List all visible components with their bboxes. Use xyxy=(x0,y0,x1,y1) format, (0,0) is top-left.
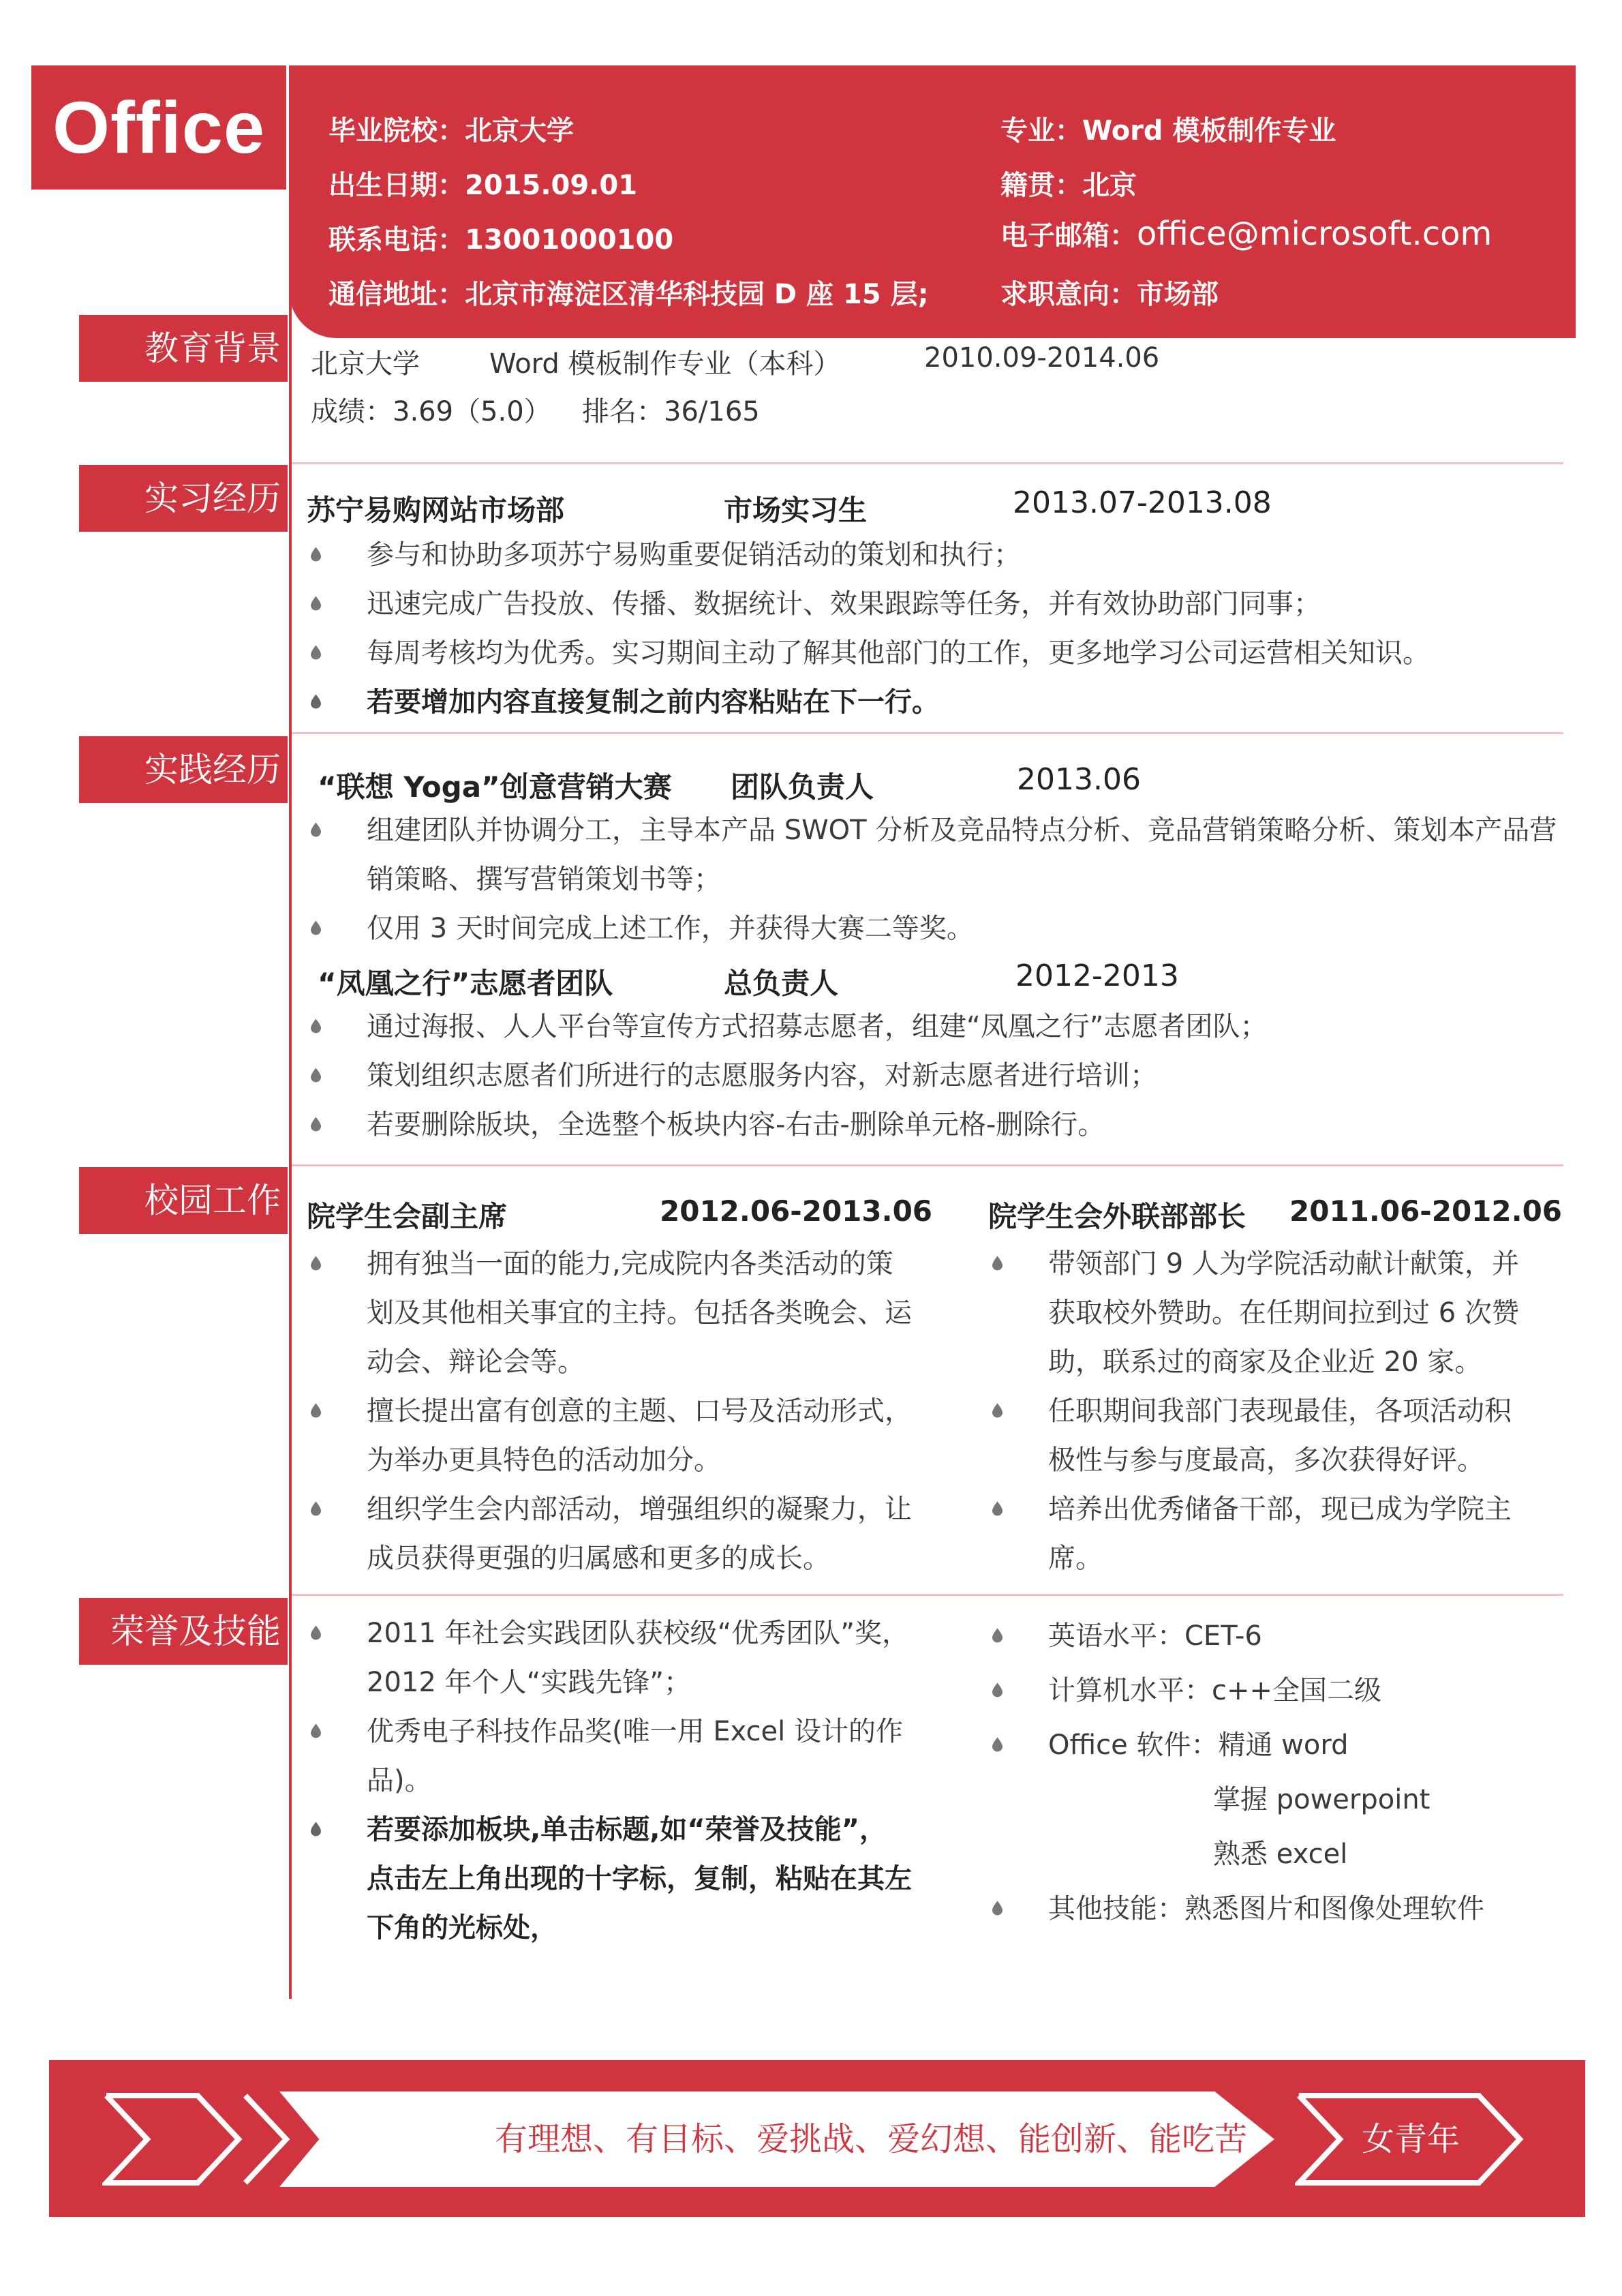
edu-rank: 排名：36/165 xyxy=(582,396,760,427)
list-item: 参与和协助多项苏宁易购重要促销活动的策划和执行； xyxy=(311,530,1558,579)
logo-office: Office xyxy=(31,65,286,190)
list-item-continuation: 熟悉 excel xyxy=(1213,1839,1348,1870)
intern-bullets xyxy=(311,530,1558,727)
list-item-continuation: 销策略、撰写营销策划书等； xyxy=(367,864,721,895)
list-item-continuation: 为举办更具特色的活动加分。 xyxy=(367,1445,721,1476)
footer-slogan: 有理想、有目标、爱挑战、爱幻想、能创新、能吃苦 xyxy=(494,2120,1247,2158)
intern-company: 苏宁易购网站市场部 xyxy=(307,494,565,527)
intern-period: 2013.07-2013.08 xyxy=(1013,485,1272,520)
drop-bullet-icon xyxy=(992,1628,1003,1643)
drop-bullet-icon xyxy=(992,1737,1003,1752)
campus-left-title: 院学生会副主席 xyxy=(307,1200,508,1233)
footer-tag: 女青年 xyxy=(1361,2120,1460,2158)
list-item: 通过海报、人人平台等宣传方式招募志愿者，组建“凤凰之行”志愿者团队； xyxy=(311,1002,1558,1051)
list-item: 若要增加内容直接复制之前内容粘贴在下一行。 xyxy=(311,678,1558,727)
campus-left-period: 2012.06-2013.06 xyxy=(660,1194,933,1228)
practice-1-role: 团队负责人 xyxy=(731,770,874,804)
section-divider xyxy=(292,732,1563,734)
drop-bullet-icon xyxy=(311,596,321,611)
drop-bullet-icon xyxy=(311,1018,321,1033)
list-item: 若要添加板块,单击标题,如“荣誉及技能”， xyxy=(311,1805,924,1854)
practice-2-bullets xyxy=(311,1002,1558,1149)
list-item-continuation: 动会、辩论会等。 xyxy=(367,1346,585,1378)
drop-bullet-icon xyxy=(992,1256,1003,1271)
drop-bullet-icon xyxy=(311,1256,321,1271)
practice-2-title: “凤凰之行”志愿者团队 xyxy=(318,967,613,1000)
practice-2-role: 总负责人 xyxy=(724,967,839,1000)
list-item: 培养出优秀储备干部，现已成为学院主 xyxy=(992,1485,1565,1534)
drop-bullet-icon xyxy=(311,1117,321,1132)
drop-bullet-icon xyxy=(311,1068,321,1083)
list-item-continuation: 品)。 xyxy=(367,1765,432,1796)
section-title-campus[interactable]: 校园工作 xyxy=(79,1167,288,1234)
drop-bullet-icon xyxy=(311,920,321,935)
drop-bullet-icon xyxy=(992,1682,1003,1697)
drop-bullet-icon xyxy=(311,1403,321,1418)
list-item-continuation: 席。 xyxy=(1048,1543,1103,1574)
list-item-continuation: 掌握 powerpoint xyxy=(1213,1784,1430,1815)
edu-school: 北京大学 xyxy=(311,348,420,380)
campus-right-period: 2011.06-2012.06 xyxy=(1289,1194,1563,1228)
list-item-continuation: 下角的光标处， xyxy=(367,1912,557,1944)
header-origin: 籍贯：北京 xyxy=(1000,170,1137,201)
header-phone: 联系电话：13001000100 xyxy=(328,224,674,256)
list-item: 擅长提出富有创意的主题、口号及活动形式， xyxy=(311,1387,924,1436)
practice-1-period: 2013.06 xyxy=(1017,762,1141,797)
list-item: Office 软件：精通 word xyxy=(992,1718,1565,1772)
practice-1-title: “联想 Yoga”创意营销大赛 xyxy=(318,770,672,804)
header-birth: 出生日期：2015.09.01 xyxy=(328,170,638,201)
header-intent: 求职意向：市场部 xyxy=(1000,279,1219,310)
list-item-continuation: 划及其他相关事宜的主持。包括各类晚会、运 xyxy=(367,1297,912,1329)
drop-bullet-icon xyxy=(311,1723,321,1738)
list-item: 其他技能：熟悉图片和图像处理软件 xyxy=(992,1882,1565,1936)
honors-left-bullets xyxy=(311,1609,924,1952)
drop-bullet-icon xyxy=(992,1501,1003,1516)
list-item: 每周考核均为优秀。实习期间主动了解其他部门的工作，更多地学习公司运营相关知识。 xyxy=(311,629,1558,678)
edu-score: 成绩：3.69（5.0） xyxy=(311,396,551,427)
practice-2-period: 2012-2013 xyxy=(1015,958,1179,993)
section-divider xyxy=(292,1164,1563,1166)
drop-bullet-icon xyxy=(992,1403,1003,1418)
drop-bullet-icon xyxy=(311,1625,321,1640)
practice-1-bullets xyxy=(311,806,1565,953)
intern-role: 市场实习生 xyxy=(724,494,868,527)
header-email: 电子邮箱：office@microsoft.com xyxy=(1000,215,1493,253)
list-item-continuation: 助，联系过的商家及企业近 20 家。 xyxy=(1048,1346,1482,1378)
list-item: 任职期间我部门表现最佳，各项活动积 xyxy=(992,1387,1565,1436)
section-title-education[interactable]: 教育背景 xyxy=(79,315,288,382)
section-divider xyxy=(292,1594,1563,1596)
list-item: 带领部门 9 人为学院活动献计献策，并 xyxy=(992,1239,1565,1288)
section-divider xyxy=(292,462,1563,464)
list-item-continuation: 极性与参与度最高，多次获得好评。 xyxy=(1048,1445,1484,1476)
drop-bullet-icon xyxy=(311,694,321,709)
list-item-continuation: 点击左上角出现的十字标，复制，粘贴在其左 xyxy=(367,1863,912,1894)
list-item: 仅用 3 天时间完成上述工作，并获得大赛二等奖。 xyxy=(311,904,1565,953)
list-item: 组织学生会内部活动，增强组织的凝聚力，让 xyxy=(311,1485,924,1534)
header-address: 通信地址：北京市海淀区清华科技园 D 座 15 层; xyxy=(328,279,929,310)
drop-bullet-icon xyxy=(311,822,321,837)
header-school: 毕业院校：北京大学 xyxy=(328,115,574,147)
list-item-continuation: 获取校外赞助。在任期间拉到过 6 次赞 xyxy=(1048,1297,1519,1329)
campus-right-title: 院学生会外联部部长 xyxy=(988,1200,1246,1233)
list-item: 策划组织志愿者们所进行的志愿服务内容，对新志愿者进行培训； xyxy=(311,1051,1558,1100)
list-item: 2011 年社会实践团队获校级“优秀团队”奖， xyxy=(311,1609,924,1658)
edu-period: 2010.09-2014.06 xyxy=(924,342,1160,374)
drop-bullet-icon xyxy=(992,1901,1003,1916)
honors-right-bullets xyxy=(992,1609,1565,1936)
edu-major: Word 模板制作专业（本科） xyxy=(489,348,841,380)
list-item: 优秀电子科技作品奖(唯一用 Excel 设计的作 xyxy=(311,1707,924,1756)
drop-bullet-icon xyxy=(311,1822,321,1837)
campus-right-bullets xyxy=(992,1239,1565,1583)
list-item: 若要删除版块，全选整个板块内容-右击-删除单元格-删除行。 xyxy=(311,1100,1558,1149)
section-title-internship[interactable]: 实习经历 xyxy=(79,465,288,532)
drop-bullet-icon xyxy=(311,1501,321,1516)
section-title-practice[interactable]: 实践经历 xyxy=(79,736,288,803)
drop-bullet-icon xyxy=(311,547,321,562)
header-major: 专业：Word 模板制作专业 xyxy=(1000,115,1336,147)
section-title-honors[interactable]: 荣誉及技能 xyxy=(79,1598,288,1665)
list-item: 迅速完成广告投放、传播、数据统计、效果跟踪等任务，并有效协助部门同事； xyxy=(311,579,1558,629)
list-item-continuation: 成员获得更强的归属感和更多的成长。 xyxy=(367,1543,830,1574)
drop-bullet-icon xyxy=(311,645,321,660)
campus-left-bullets xyxy=(311,1239,924,1583)
list-item: 拥有独当一面的能力,完成院内各类活动的策 xyxy=(311,1239,924,1288)
timeline-vertical-line xyxy=(289,65,292,1999)
list-item: 英语水平：CET-6 xyxy=(992,1609,1565,1663)
list-item-continuation: 2012 年个人“实践先锋”； xyxy=(367,1667,691,1698)
list-item: 计算机水平：c++全国二级 xyxy=(992,1663,1565,1718)
list-item: 组建团队并协调分工，主导本产品 SWOT 分析及竞品特点分析、竞品营销策略分析、策划本产品营 xyxy=(311,806,1565,855)
